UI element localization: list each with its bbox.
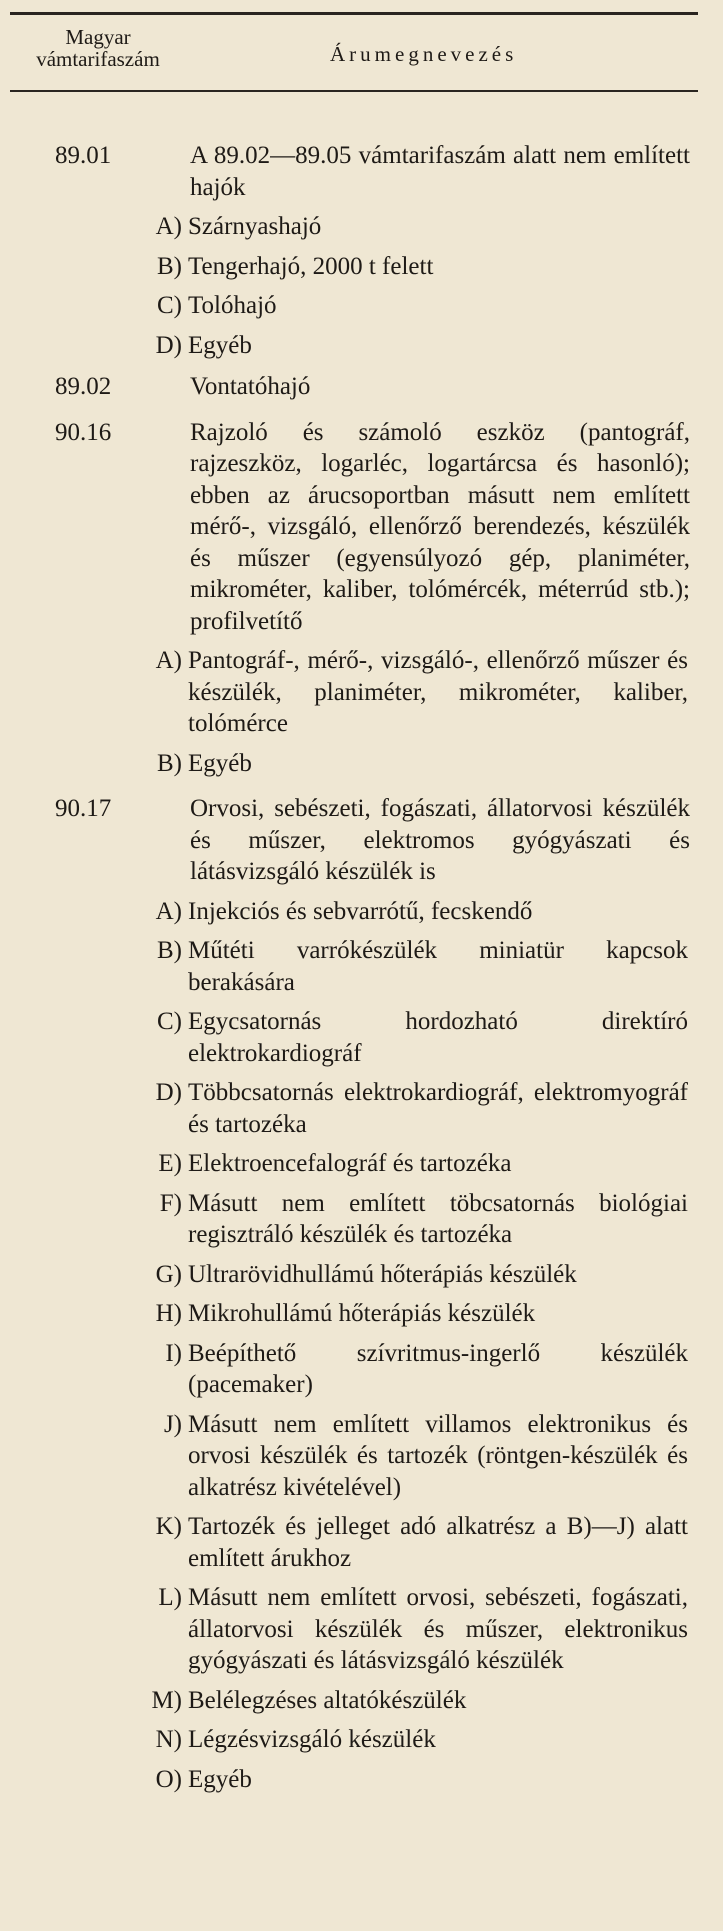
tariff-code: 89.02 [55, 373, 112, 400]
tariff-subitem [0, 1764, 723, 1796]
tariff-heading [0, 140, 723, 203]
subitem-letter: A) [155, 897, 182, 925]
tariff-description: A 89.02—89.05 vámtarifaszám alatt nem említett hajók [190, 142, 690, 201]
subitem-description: Egycsatornás hordozható direktíró elektrokardiográf [188, 1008, 688, 1067]
subitem-description: Többcsatornás elektrokardiográf, elektromyográf és tartozéka [188, 1079, 688, 1138]
tariff-subitem [0, 896, 723, 928]
subitem-description: Pantográf-, mérő-, vizsgáló-, ellenőrző műszer és készülék, planiméter, mikrométer, kaliber, tolómérce [188, 647, 688, 737]
tariff-subitem [0, 1188, 723, 1251]
subitem-letter: C) [157, 1008, 182, 1035]
subitem-letter: K) [155, 1513, 182, 1540]
tariff-description: Orvosi, sebészeti, fogászati, állatorvosi készülék és műszer, elektromos gyógyászati és látásvizsgáló készülék is [190, 795, 690, 885]
subitem-description: Elektroencefalográf és tartozéka [188, 1150, 512, 1177]
subitem-letter: B) [157, 937, 182, 964]
header-rule [10, 90, 698, 92]
tariff-subitem [0, 1724, 723, 1756]
subitem-letter: C) [157, 292, 182, 319]
subitem-description: Tolóhajó [188, 292, 277, 319]
subitem-description: Egyéb [188, 1765, 252, 1793]
tariff-subitem [0, 935, 723, 998]
tariff-heading [0, 371, 723, 403]
tariff-subitem [0, 748, 723, 780]
subitem-description: Műtéti varrókészülék miniatür kapcsok berakására [188, 937, 688, 996]
subitem-description: Egyéb [188, 331, 252, 359]
subitem-description: Légzésvizsgáló készülék [188, 1726, 436, 1753]
column-header-code-line1: Magyar [65, 25, 131, 49]
subitem-description: Tartozék és jelleget adó alkatrész a B)—J) alatt említett árukhoz [188, 1513, 688, 1572]
tariff-subitem [0, 1259, 723, 1291]
subitem-letter: A) [155, 647, 182, 674]
tariff-heading [0, 793, 723, 888]
subitem-description: Tengerhajó, 2000 t felett [188, 252, 434, 280]
subitem-letter: D) [155, 331, 182, 359]
subitem-description: Egyéb [188, 749, 252, 777]
tariff-subitem [0, 290, 723, 322]
subitem-description: Másutt nem említett villamos elektronikus és orvosi készülék és tartozék (röntgen-készülék és alkatrész kivételével) [188, 1410, 688, 1501]
subitem-letter: O) [155, 1765, 182, 1793]
subitem-description: Injekciós és sebvarrótű, fecskendő [188, 897, 533, 925]
subitem-letter: D) [155, 1079, 182, 1106]
subitem-description: Másutt nem említett orvosi, sebészeti, fogászati, állatorvosi készülék és műszer, elektronikus gyógyászati és látásvizsgáló készülék [188, 1584, 688, 1674]
subitem-description: Másutt nem említett töbcsatornás biológiai regisztráló készülék és tartozéka [188, 1189, 688, 1248]
subitem-letter: A) [155, 213, 182, 240]
subitem-letter: N) [155, 1726, 182, 1753]
tariff-code: 90.16 [55, 418, 112, 446]
subitem-description: Ultrarövidhullámú hőterápiás készülék [188, 1260, 577, 1288]
tariff-subitem [0, 1582, 723, 1677]
tariff-subitem [0, 1006, 723, 1069]
subitem-description: Mikrohullámú hőterápiás készülék [188, 1300, 536, 1327]
tariff-subitem [0, 1298, 723, 1330]
tariff-subitem [0, 1077, 723, 1140]
tariff-subitem [0, 1685, 723, 1717]
tariff-heading [0, 417, 723, 638]
tariff-list [0, 140, 723, 1795]
subitem-letter: E) [158, 1150, 182, 1177]
subitem-description: Belélegzéses altatókészülék [188, 1686, 467, 1714]
subitem-letter: G) [155, 1260, 182, 1288]
tariff-code: 90.17 [55, 795, 112, 822]
subitem-letter: J) [163, 1410, 182, 1438]
column-header-code-line2: vámtarifaszám [36, 47, 160, 71]
tariff-description: Rajzoló és számoló eszköz (pantográf, rajzeszköz, logarléc, logartárcsa és hasonló); ebben az árucsoportban másutt nem említett mérő-, vizsgáló, ellenőrző berendezés, készülék és műszer (egyensúlyozó gép, planiméter, mikrométer, kaliber, tolómércék, méterrúd stb.); profilvetítő [190, 418, 690, 635]
top-rule [10, 12, 698, 15]
tariff-code: 89.01 [55, 142, 112, 169]
tariff-subitem [0, 1148, 723, 1180]
subitem-letter: H) [155, 1300, 182, 1327]
column-header-code [8, 26, 188, 70]
tariff-subitem [0, 1409, 723, 1504]
subitem-letter: F) [159, 1189, 182, 1217]
tariff-description: Vontatóhajó [190, 373, 311, 400]
tariff-subitem [0, 1338, 723, 1401]
tariff-subitem [0, 330, 723, 362]
subitem-letter: B) [157, 252, 182, 280]
tariff-subitem [0, 1511, 723, 1574]
subitem-description: Szárnyashajó [188, 213, 322, 240]
subitem-letter: B) [157, 749, 182, 777]
subitem-letter: I) [165, 1339, 182, 1367]
column-header-description: Árumegnevezés [330, 42, 518, 66]
tariff-subitem [0, 251, 723, 283]
subitem-description: Beépíthető szívritmus-ingerlő készülék (pacemaker) [188, 1339, 688, 1398]
subitem-letter: M) [151, 1686, 182, 1714]
tariff-subitem [0, 645, 723, 740]
subitem-letter: L) [158, 1584, 182, 1611]
tariff-subitem [0, 211, 723, 243]
